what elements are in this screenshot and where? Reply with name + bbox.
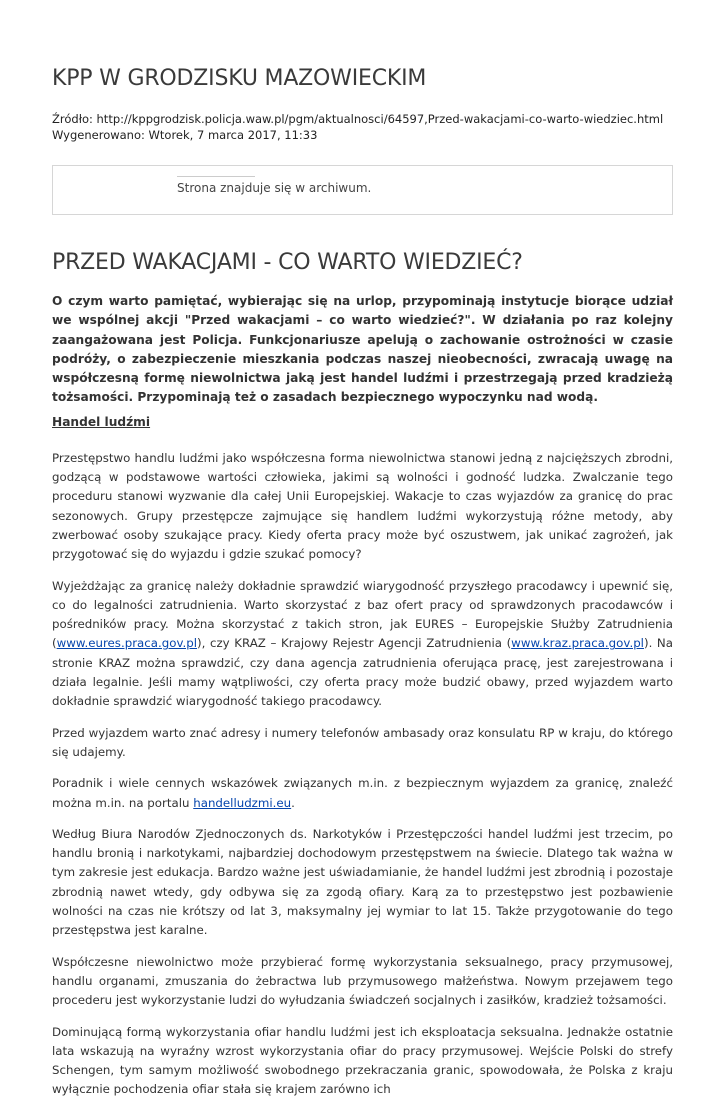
paragraph-text: ). Na stronie KRAZ można sprawdzić, czy dana agencja zatrudnienia oferująca pracę, jest zarejestrowana i działa legalnie. Jeśli mamy wątpliwości, czy oferta pracy może budzić obawy, przed wyjazdem warto dokładnie sprawdzić wiarygodność takiego pracodawcy. — [52, 636, 673, 709]
eures-link[interactable]: www.eures.praca.gov.pl — [56, 636, 198, 651]
kraz-link[interactable]: www.kraz.praca.gov.pl — [511, 636, 644, 651]
archive-divider — [177, 176, 255, 177]
paragraph-text: Wyjeżdżając za granicę należy dokładnie sprawdzić wiarygodność przyszłego pracodawcy i upewnić się, co do legalności zatrudnienia. Warto skorzystać z baz ofert pracy od sprawdzonych pracodawców i pośredników pracy. Można skorzystać z takich stron, jak EURES – Europejskie Służby Zatrudnienia ( — [52, 578, 673, 651]
paragraph — [52, 774, 673, 813]
archive-notice-box — [52, 165, 673, 215]
paragraph: Dominującą formą wykorzystania ofiar handlu ludźmi jest ich eksploatacja seksualna. Jednakże ostatnie lata wskazują na wyraźny wzrost wykorzystania ofiar do pracy przymusowej. Wejście Polski do strefy Schengen, tym samym możliwość swobodnego przekraczania granic, spowodowała, że Polska z kraju wyłącznie pochodzenia ofiar stała się krajem zarówno ich — [52, 1024, 673, 1097]
site-title: KPP W GRODZISKU MAZOWIECKIM — [52, 66, 427, 91]
meta-info — [52, 112, 673, 143]
source-line: Źródło: http://kppgrodzisk.policja.waw.pl/pgm/aktualnosci/64597,Przed-wakacjami-co-warto-wiedziec.html — [52, 112, 664, 126]
paragraph-text: . — [291, 795, 295, 810]
article-title: PRZED WAKACJAMI - CO WARTO WIEDZIEĆ? — [52, 250, 523, 275]
paragraph: Przed wyjazdem warto znać adresy i numery telefonów ambasady oraz konsulatu RP w kraju, do którego się udajemy. — [52, 725, 673, 759]
paragraph-text: Poradnik i wiele cennych wskazówek związanych m.in. z bezpiecznym wyjazdem za granicę, znaleźć można m.in. na portalu — [52, 776, 673, 810]
generated-line: Wygenerowano: Wtorek, 7 marca 2017, 11:33 — [52, 127, 318, 142]
paragraph-text: ), czy KRAZ – Krajowy Rejestr Agencji Zatrudnienia ( — [197, 636, 512, 651]
paragraph: Przestępstwo handlu ludźmi jako współczesna forma niewolnictwa stanowi jedną z najcięższych zbrodni, godzącą w podstawowe wartości człowieka, jakimi są wolności i godność ludzka. Zwalczanie tego proceduru stanowi wyzwanie dla całej Unii Europejskiej. Wakacje to czas wyjazdów za granicę do prac sezonowych. Grupy przestępcze zajmujące się handlem ludźmi wykorzystują różne metody, aby zwerbować osoby szukające pracy. Kiedy oferta pracy może być oszustwem, jak unikać zagrożeń, jak przygotować się do wyjazdu i gdzie szukać pomocy? — [52, 450, 673, 562]
paragraph — [52, 577, 673, 712]
archive-notice: Strona znajduje się w archiwum. — [177, 181, 372, 195]
handelludzmi-link[interactable]: handelludzmi.eu — [193, 795, 292, 810]
section-heading: Handel ludźmi — [52, 414, 151, 429]
article-lead: O czym warto pamiętać, wybierając się na urlop, przypominają instytucje biorące udział we wspólnej akcji "Przed wakacjami – co warto wiedzieć?". W działania po raz kolejny zaangażowana jest Policja. Funkcjonariusze apelują o zachowanie ostrożności w czasie podróży, o zabezpieczenie mieszkania podczas naszej nieobecności, zwracają uwagę na współczesną formę niewolnictwa jaką jest handel ludźmi i przestrzegają przed kradzieżą tożsamości. Przypominają też o zasadach bezpiecznego wypoczynku nad wodą. — [52, 294, 673, 405]
paragraph: Według Biura Narodów Zjednoczonych ds. Narkotyków i Przestępczości handel ludźmi jest trzecim, po handlu bronią i narkotykami, najbardziej dochodowym przestępstwem na świecie. Dlatego tak ważna w tym zakresie jest edukacja. Bardzo ważne jest uświadamianie, że handel ludźmi jest zbrodnią i pozostaje zbrodnią nawet wtedy, gdy odbywa się za zgodą ofiary. Karą za to przestępstwo jest pozbawienie wolności na czas nie krótszy od lat 3, maksymalny jej wymiar to lat 15. Także przygotowanie do tego przestępstwa jest karalne. — [52, 826, 673, 938]
paragraph: Współczesne niewolnictwo może przybierać formę wykorzystania seksualnego, pracy przymusowej, handlu organami, zmuszania do żebractwa lub przymusowego małżeństwa. Nowym przejawem tego procederu jest wykorzystanie ludzi do wyłudzania świadczeń socjalnych i zasiłków, kradzież tożsamości. — [52, 954, 673, 1008]
